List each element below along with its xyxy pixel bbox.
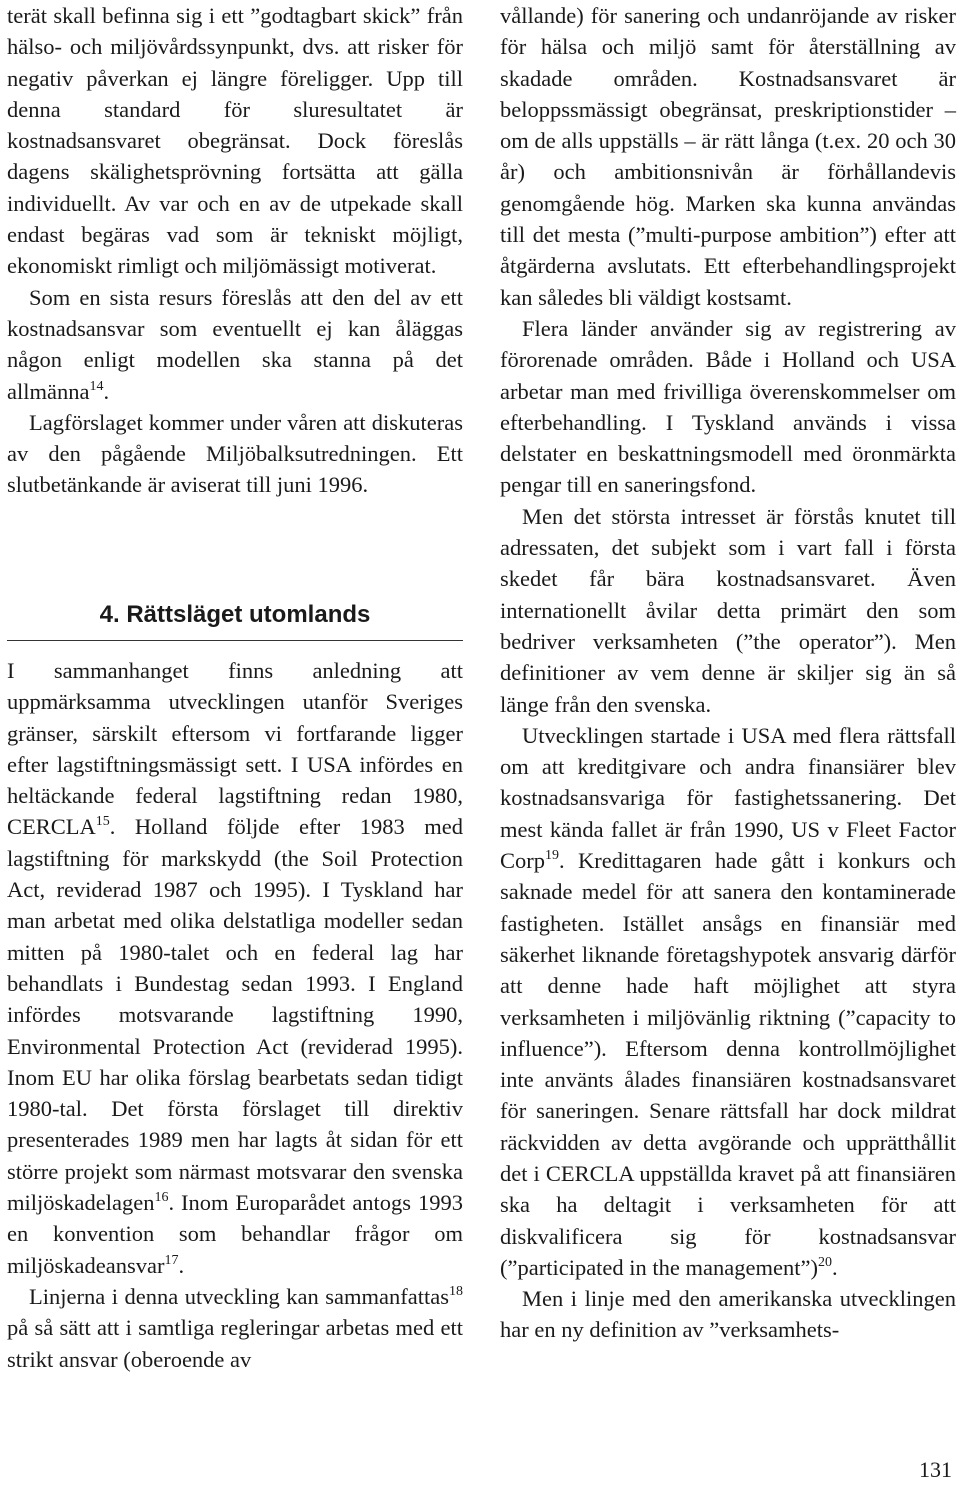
footnote-20: 20 [817,1254,832,1270]
footnote-16: 16 [154,1190,169,1206]
right-paragraph-1: vållande) för sanering och undanröjande av risker för hälsa och miljö samt för återställning av skadade områden. Kostnadsansvaret är beloppssmässigt obegränsat, preskriptionstider – om de alls uppställs – är rätt långa (t.ex. 20 och 30 år) och ambitionsnivån är förhållandevis genomgående hög. Marken ska kunna användas till det mesta (”multi-purpose ambition”) efter att åtgärderna avslutats. Ett efterbehandlingsprojekt kan således bli väldigt kostsamt. [500,3,956,310]
section-heading: 4. Rättsläget utomlands [99,601,371,628]
right-paragraph-5: Men i linje med den amerikanska utvecklingen har en ny definition av ”verksamhets- [500,1286,956,1343]
heading-rule [7,640,463,641]
footnote-19: 19 [545,848,559,864]
right-paragraph-4: Utvecklingen startade i USA med flera rättsfall om att kreditgivare och andra finansiärer blev kostnadsansvariga för fastighetssanering. Det mest kända fallet är från 1990, US v Fleet Factor Corp$^{19}$. Kredittagaren hade gått i konkurs och saknade medel för att sanera den kontaminerade fastigheten. Istället ansågs en finansiär med säkerhet liknande företagshypotek ansvarig därför att denne hade haft möjlighet att styra verksamheten i miljövänlig riktning (”capacity to influence”). Eftersom denna kontrollmöjlighet inte använts ålades finansiären kostnadsansvaret för saneringen. Senare rättsfall har dock mildrat räckvidden av detta avgörande och upprätthållit det i CERCLA uppställda kravet på att finansiären ska ha deltagit i verksamheten för att diskvalificera sig för kostnadsansvar (”participated in the management”)$^{20}$. [500,722,956,1280]
right-paragraph-2: Flera länder använder sig av registrering av förorenade områden. Både i Holland och USA arbetar man med frivilliga överenskommelser om efterbehandling. I Tyskland används i vissa delstater en beskattningsmodell med öronmärkta pengar till en saneringsfond. [500,315,956,498]
left-paragraph-3: Lagförslaget kommer under våren att diskuteras av den pågående Miljöbalksutredningen. Ett slutbetänkande är aviserat till juni 1996. [7,409,463,498]
footnote-14: 14 [89,378,104,394]
page-number: 131 [919,1457,952,1482]
footnote-17: 17 [164,1252,179,1268]
section-heading-block [7,600,463,641]
footnote-18: 18 [449,1283,463,1299]
left-paragraph-2: Som en sista resurs föreslås att den del av ett kostnadsansvar som eventuellt ej kan åläggas någon enligt modellen ska stanna på det allmänna$^{14}$. [7,284,463,404]
left-lower-text [7,655,463,1375]
right-column [500,0,956,1346]
right-paragraph-3: Men det största intresset är förstås knutet till adressaten, det subjekt som i vart fall i första skedet får bära kostnadsansvaret. Även internationellt åvilar detta primärt den som bedriver verksamheten (”the operator”). Men definitioner av vem denne är skiljer sig än så länge från den svenska. [500,503,956,717]
left-column [7,0,463,1372]
left-paragraph-4: I sammanhanget finns anledning att uppmärksamma utvecklingen utanför Sveriges gränser, särskilt eftersom vi fortfarande ligger efter lagstiftningsmässigt sett. I USA infördes en heltäckande federal lagstiftning redan 1980, CERCLA$^{15}$. Holland följde efter 1983 med lagstiftning för markskydd (the Soil Protection Act, reviderad 1987 och 1995). I Tyskland har man arbetat med olika delstatliga modeller sedan mitten på 1980-talet och en federal lag har behandlats i Bundestag sedan 1993. I England infördes motsvarande lagstiftning 1990, Environmental Protection Act (reviderad 1995). Inom EU har olika förslag bearbetats sedan tidigt 1980-tal. Det första förslaget till direktiv presenterades 1989 men har lagts åt sidan för ett större projekt som närmast motsvarar den svenska miljöskadelagen$^{16}$. Inom Europarådet antogs 1993 en konvention som behandlar frågor om miljöskadeansvar$^{17}$. [7,658,463,1278]
footnote-15: 15 [95,814,110,830]
left-paragraph-5: Linjerna i denna utveckling kan sammanfattas$^{18}$ på så sätt att i samtliga regleringar arbetas med ett strikt ansvar (oberoende av [7,1283,463,1372]
left-paragraph-1: terät skall befinna sig i ett ”godtagbart skick” från hälso- och miljövårdssynpunkt, dvs. att risker för negativ påverkan ej längre föreligger. Upp till denna standard för sluresultatet är kostnadsansvaret obegränsat. Dock föreslås dagens skälighetsprövning fortsätta att gälla individuellt. Av var och en av de utpekade skall endast begäras vad som är tekniskt möjligt, ekonomiskt rimligt och miljömässigt motiverat. [7,3,463,279]
